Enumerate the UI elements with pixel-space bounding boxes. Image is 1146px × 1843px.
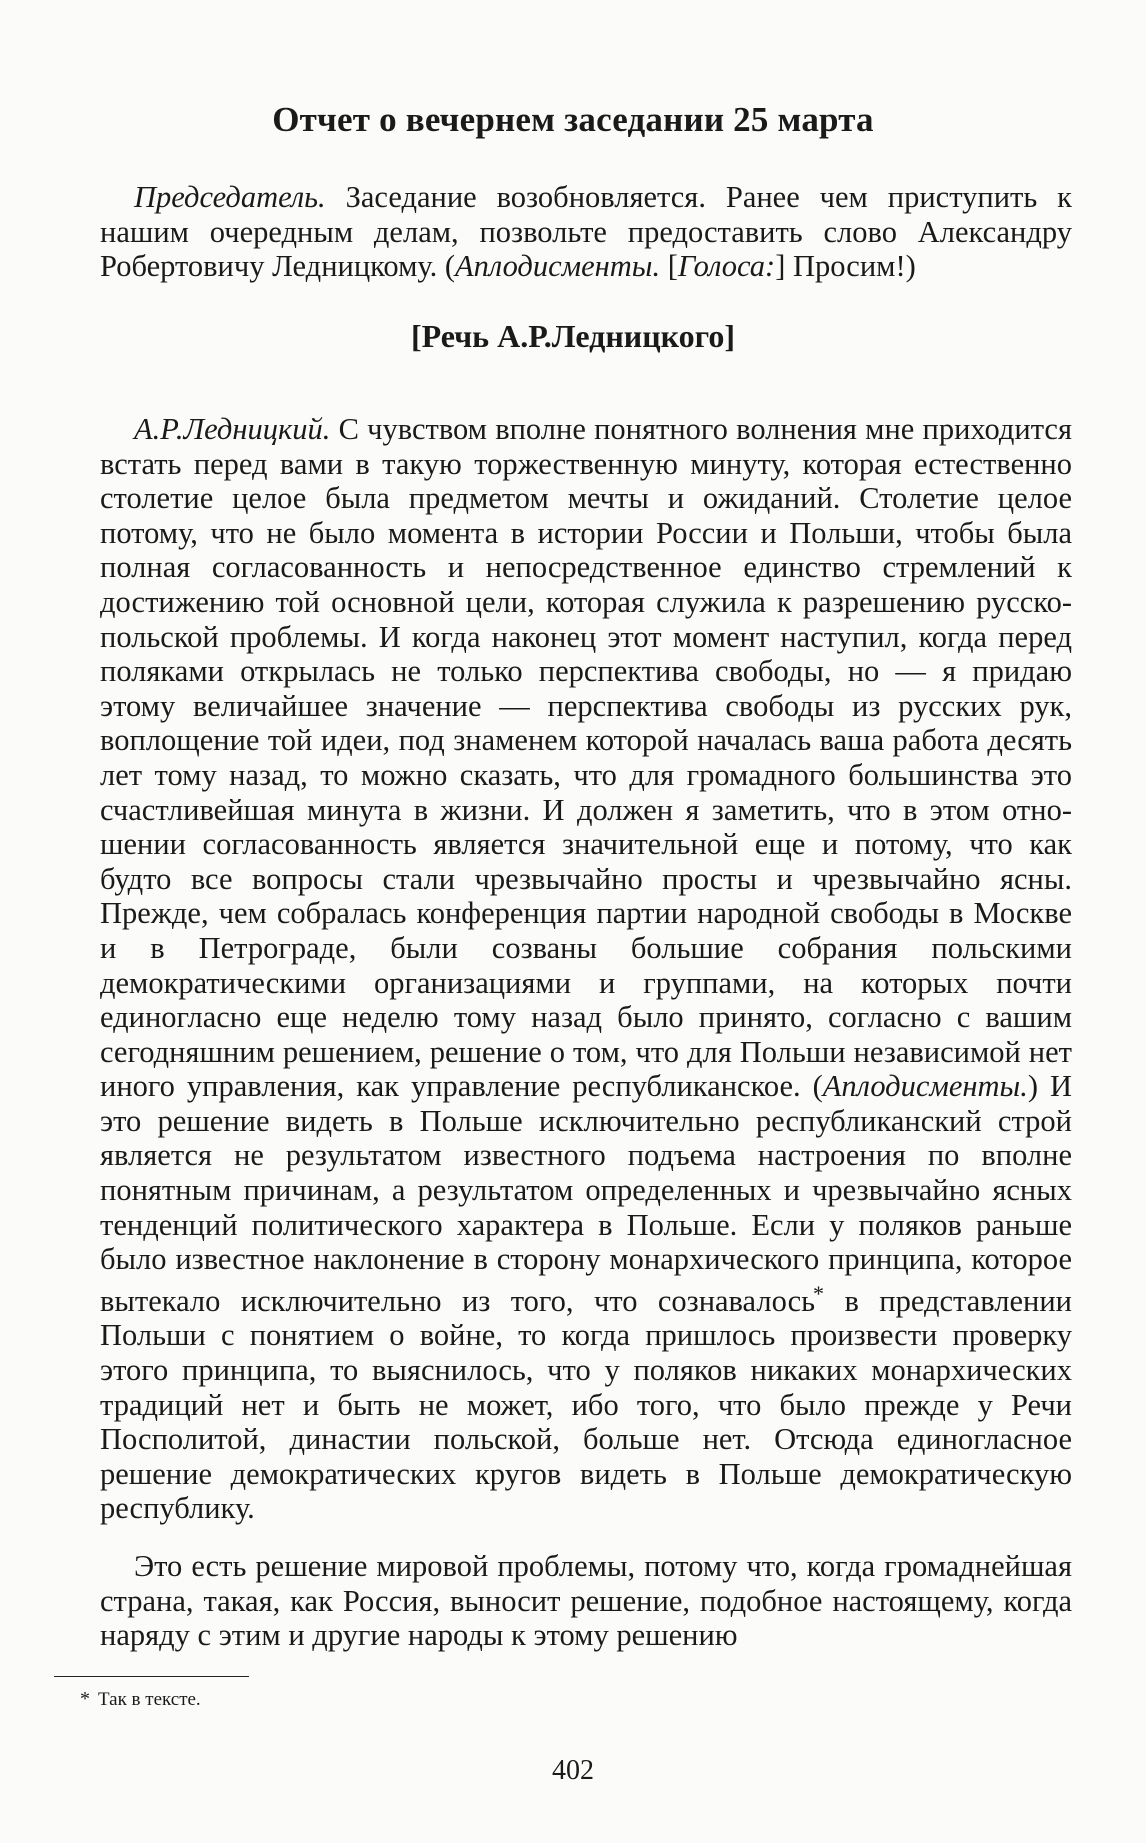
speaker-label: А.Р.Ледницкий. [134,412,331,446]
footnote-mark: * [80,1688,90,1710]
speech-heading: [Речь А.Р.Ледницкого] [410,318,736,354]
voices-note: Голоса: [677,249,776,284]
speech-text-1: С чувством вполне понятного волнения мне приходится встать перед вами в такую торжественную минуту, которая естественно столетие целое была предметом мечты и ожиданий. Столетие целое потому, что не было момента в истории России и Польши, чтобы была полная согласованность и непосредственное единство стремлений к достижению той основной цели, которая служила к разрешению русско-польской проблемы. И когда наконец этот момент наступил, когда перед поляками открылась не только перспектива свободы, но — я придаю этому величайшее значение — перспектива свободы из русских рук, воплощение той идеи, под знаменем которой началась ваша работа десять лет тому назад, то можно сказать, что для громадного большинства это счастливейшая минута в жизни. И должен я заметить, что в этом отношении согласованность является значительной еще и потому, что как будто все вопросы стали чрезвычайно просты и чрезвычайно ясны. Прежде, чем собралась конференция партии народной свободы в Москве и в Петрограде, были созваны большие собрания польскими демократическими организациями и группами, на которых почти единогласно еще неделю тому назад было принято, согласно с вашим сегодняшним решением, решение о том, что для Польши независимой нет иного управления, как управление республиканское. ( [100,412,1072,1104]
footnote-reference: * [813,1280,825,1306]
speech-text-3: в представлении Польши с понятием о войне, то когда пришлось произвести проверку этого принципа, то выяснилось, что у поляков никаких монархических традиций нет и быть не может, ибо того, что было прежде у Речи Посполитой, династии польской, больше нет. Отсюда единогласное решение демократических кругов видеть в Польше демократическую республику. [100,1283,1072,1526]
continuation-text: Это есть решение мировой проблемы, потому что, когда громаднейшая страна, такая, как Россия, выносит решение, подобное настоящему, когда наряду с этим и другие народы к этому решению [100,1549,1072,1653]
intro-text: Заседание возобновляется. Ранее чем приступить к нашим очередным делам, позвольте предоставить слово Александру Робертовичу Ледницкому. ( [100,180,1072,284]
intro-mid: [ [660,249,678,284]
applause-note-2: Аплодисменты. [822,1069,1028,1104]
chairman-label: Председатель. [134,180,326,214]
applause-note: Аплодисменты. [455,249,661,284]
footnote-divider [54,1676,249,1677]
continuation-paragraph [100,1549,1072,1653]
speech-paragraph [100,412,1072,1526]
intro-end: ] Просим!) [775,249,916,284]
page-number: 402 [552,1755,594,1786]
report-title: Отчет о вечернем заседании 25 марта [272,100,874,139]
footnote-text: Так в тексте. [98,1689,201,1710]
footnote [80,1688,201,1711]
speech-text-2: ) И это решение видеть в Польше исключительно республиканский строй является не результатом известного подъема настроения по вполне понятным причинам, а результатом определенных и чрезвычайно ясных тенденций политического характера в Польше. Если у поляков раньше было известное наклонение в сторону монархического принципа, которое вытекало исключительно из того, что сознавалось [100,1069,1072,1318]
intro-paragraph [100,180,1072,284]
